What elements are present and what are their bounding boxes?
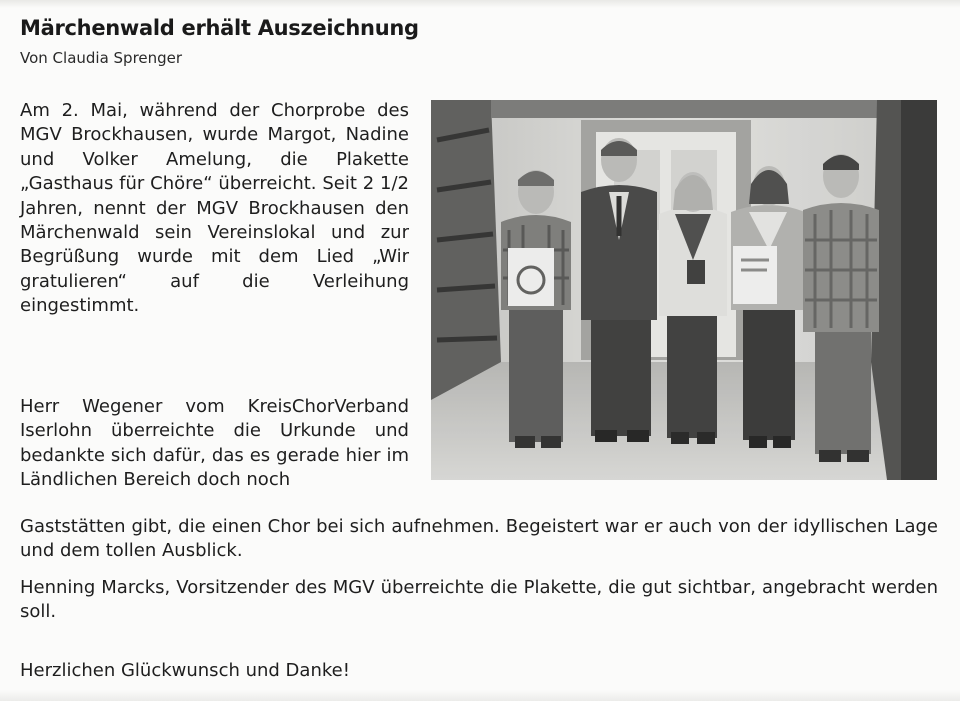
paragraph-3: Henning Marcks, Vorsitzender des MGV überreichte die Plakette, die gut sichtbar, angebracht werden soll. <box>20 577 938 623</box>
scan-edge <box>0 0 960 8</box>
article-headline: Märchenwald erhält Auszeichnung <box>20 16 419 40</box>
group-photo-illustration <box>431 100 937 480</box>
article-byline: Von Claudia Sprenger <box>20 49 183 67</box>
paragraph-2-column: Herr Wegener vom KreisChorVerband Iserlohn überreichte die Urkunde und bedankte sich dafür, das es gerade hier im Ländlichen Bereich doch noch <box>20 396 409 491</box>
closing-line: Herzlichen Glückwunsch und Danke! <box>20 660 350 681</box>
group-photo <box>431 100 937 480</box>
paragraph-1: Am 2. Mai, während der Chorprobe des MGV Brockhausen, wurde Margot, Nadine und Volker Amelung, die Plakette „Gasthaus für Chöre“ überreicht. Seit 2 1/2 Jahren, nennt der MGV Brockhausen den Märchenwald sein Vereinslokal und zur Begrüßung wurde mit dem Lied „Wir gratulieren“ auf die Verleihung eingestimmt. <box>20 100 409 317</box>
scan-edge <box>0 690 960 701</box>
paragraph-2-continued: Gaststätten gibt, die einen Chor bei sich aufnehmen. Begeistert war er auch von der idyllischen Lage und dem tollen Ausblick. <box>20 516 938 562</box>
